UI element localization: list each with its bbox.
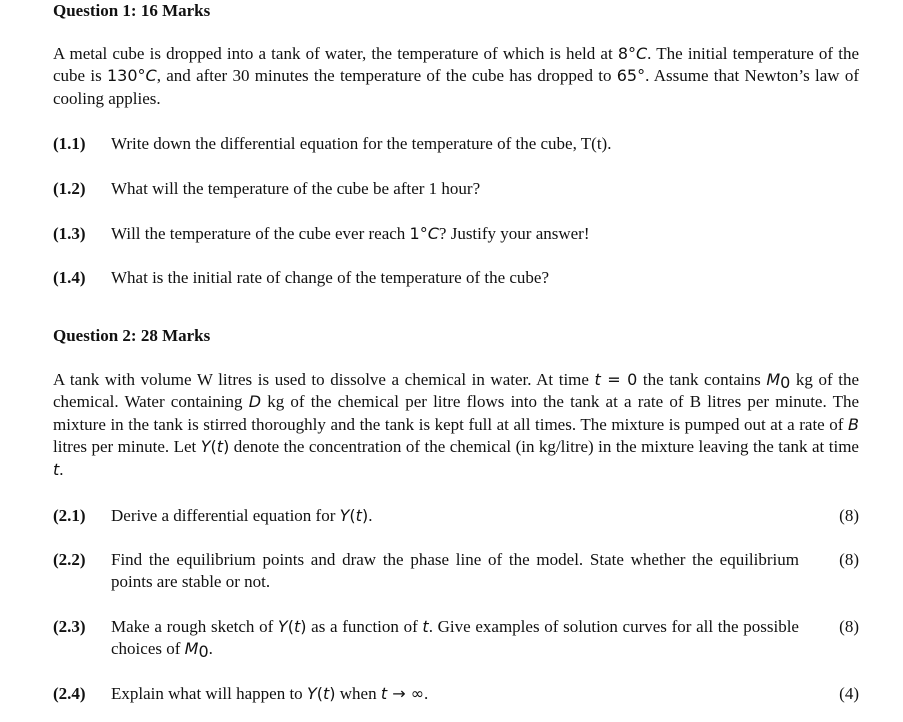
item-number: (2.3) [53, 617, 86, 636]
question-1-heading: Question 1: 16 Marks [53, 1, 211, 20]
item-text: Find the equilibrium points and draw the phase line of the model. State whether the equilibrium points are stable or not. [111, 550, 799, 592]
item-number: (2.2) [53, 550, 86, 569]
item-number: (1.3) [53, 224, 86, 243]
item-number: (1.1) [53, 134, 86, 153]
question-1-intro: A metal cube is dropped into a tank of water, the temperature of which is held at 8°C. The initial temperature of the cube is 130°C, and after 30 minutes the temperature of the cube has dropped to 65°. Assume that Newton’s law of cooling applies. [53, 44, 859, 108]
item-marks: (8) [839, 550, 859, 569]
question-2-heading: Question 2: 28 Marks [53, 326, 211, 345]
item-text: What will the temperature of the cube be after 1 hour? [111, 179, 481, 198]
item-text: Make a rough sketch of Y(t) as a function of t. Give examples of solution curves for all the possible choices of $M_0$. [111, 617, 799, 662]
item-text: Explain what will happen to Y(t) when t → ∞. [111, 684, 429, 703]
item-marks: (8) [839, 506, 859, 525]
item-number: (2.1) [53, 506, 86, 525]
item-text: Will the temperature of the cube ever reach 1°C? Justify your answer! [111, 224, 590, 243]
item-marks: (4) [839, 684, 859, 703]
item-number: (1.4) [53, 268, 86, 287]
item-text: Write down the differential equation for the temperature of the cube, T(t). [111, 134, 612, 153]
item-marks: (8) [839, 617, 859, 636]
item-text: What is the initial rate of change of the temperature of the cube? [111, 268, 550, 287]
question-2-intro: A tank with volume W litres is used to dissolve a chemical in water. At time t = 0 the tank contains $M_0$ kg of the chemical. Water containing D kg of the chemical per litre flows into the tank at a rate of B litres per minute. The mixture in the tank is stirred thoroughly and the tank is kept full at all times. The mixture is pumped out at a rate of B litres per minute. Let Y(t) denote the concentration of the chemical (in kg/litre) in the mixture leaving the tank at time t. [53, 370, 860, 479]
item-number: (1.2) [53, 179, 86, 198]
item-number: (2.4) [53, 684, 86, 703]
item-text: Derive a differential equation for Y(t). [111, 506, 373, 525]
